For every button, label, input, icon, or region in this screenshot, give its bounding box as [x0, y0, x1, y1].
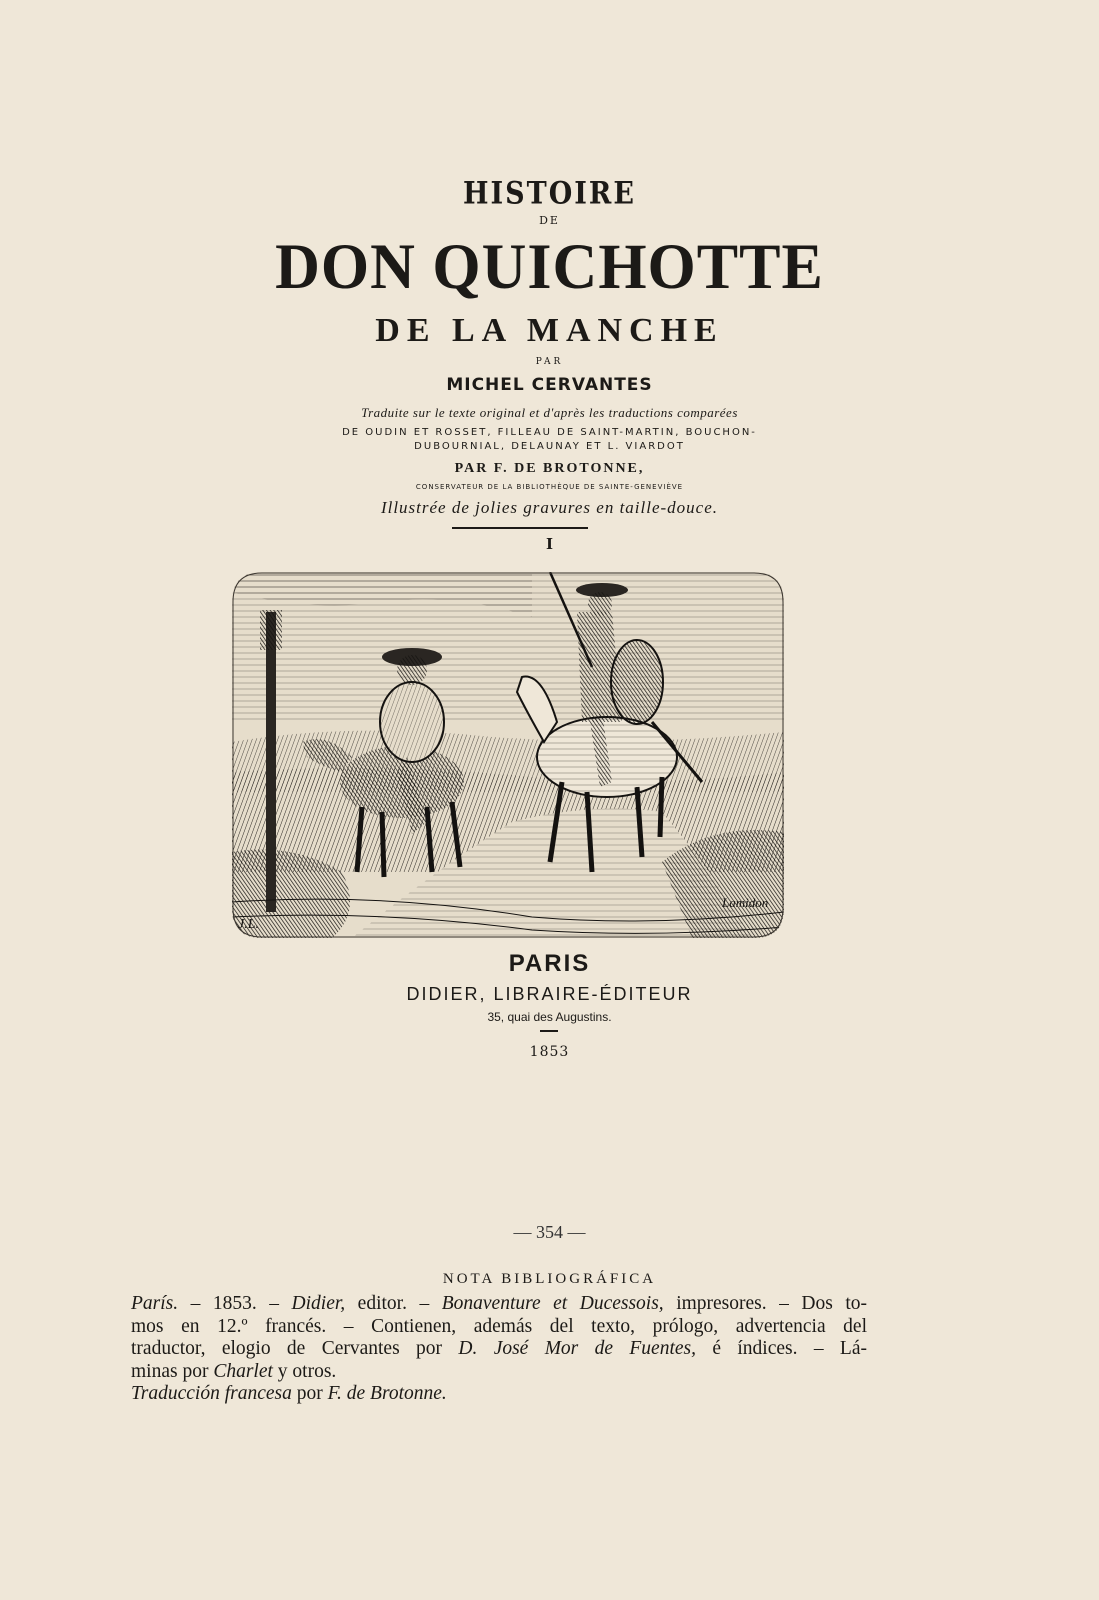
engraving-illustration: [232, 572, 784, 938]
imprint-year: 1853: [529, 1044, 570, 1060]
subtitle: DE LA MANCHE: [375, 312, 724, 349]
page-number: — 354 —: [513, 1222, 586, 1242]
translation-note: Traduite sur le texte original et d'après les traductions comparées: [361, 405, 738, 420]
volume-number: I: [545, 535, 554, 553]
imprint-address: 35, quai des Augustins.: [487, 1010, 612, 1024]
main-title: DON QUICHOTTE: [275, 231, 824, 303]
imprint-publisher: DIDIER, LIBRAIRE-ÉDITEUR: [406, 984, 693, 1004]
imprint-divider: [540, 1030, 558, 1032]
title-histoire: HISTOIRE: [463, 175, 636, 212]
title-divider: [452, 527, 588, 529]
translator-role: CONSERVATEUR DE LA BIBLIOTHÈQUE DE SAINTE-GENEVIÈVE: [415, 483, 684, 491]
note-line-2: mos en 12.º francés. – Contienen, además del texto, prólogo, advertencia del: [131, 1315, 867, 1337]
nota-heading: NOTA BIBLIOGRÁFICA: [442, 1271, 657, 1287]
note-line-3: traductor, elogio de Cervantes por D. José Mor de Fuentes, é índices. – Lá-: [131, 1338, 867, 1359]
engraver-signature-right: Lamidon: [722, 895, 769, 910]
translators-line-1: DE OUDIN ET ROSSET, FILLEAU DE SAINT-MARTIN, BOUCHON-: [342, 427, 757, 438]
imprint-city: PARIS: [508, 950, 591, 977]
translators-line-2: DUBOURNIAL, DELAUNAY ET L. VIARDOT: [414, 441, 685, 452]
bibliographic-note: [131, 1293, 867, 1406]
engraver-signature-left: J.L.: [238, 917, 259, 932]
translator-name: PAR F. DE BROTONNE,: [454, 461, 645, 476]
note-line-4: minas por Charlet y otros.: [131, 1360, 337, 1382]
note-line-5: Traducción francesa por F. de Brotonne.: [131, 1383, 447, 1404]
author-name: MICHEL CERVANTES: [446, 375, 653, 395]
title-par: PAR: [535, 357, 564, 367]
illustration-note: Illustrée de jolies gravures en taille-douce.: [380, 498, 719, 517]
note-line-1: París. – 1853. – Didier, editor. – Bonaventure et Ducessois, impresores. – Dos to-: [131, 1293, 867, 1314]
title-de: DE: [539, 214, 560, 227]
